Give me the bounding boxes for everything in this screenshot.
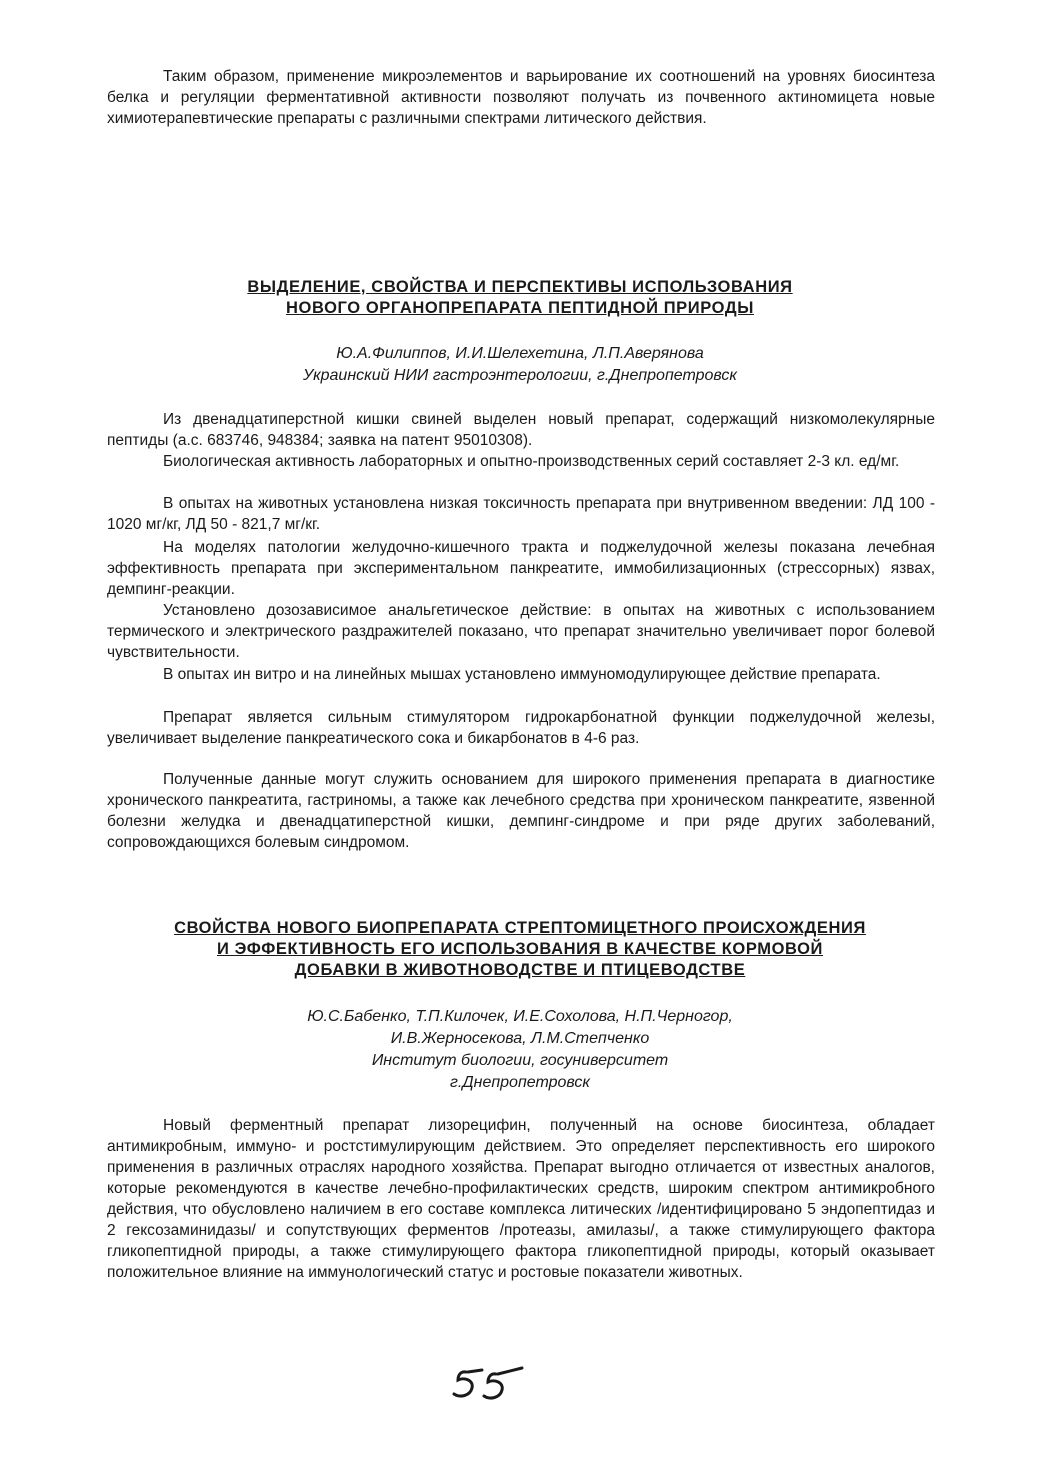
article1-title (120, 277, 920, 319)
article1-paragraph-2: Биологическая активность лабораторных и опытно-производственных серий составляет 2-3 кл. ед/мг. (163, 453, 900, 470)
article1-paragraph-7: Препарат является сильным стимулятором гидрокарбонатной функции поджелудочной железы, увеличивает выделение панкреатического сока и бикарбонатов в 4-6 раз. (107, 709, 935, 747)
article2-title-line3: ДОБАВКИ В ЖИВОТНОВОДСТВЕ И ПТИЦЕВОДСТВЕ (294, 961, 746, 979)
article2-paragraph: Новый ферментный препарат лизорецифин, полученный на основе биосинтеза, обладает антимикробным, иммуно- и ростстимулирующим действием. Это определяет перспективность его широкого применения в различных отраслях народного хозяйства. Препарат выгодно отличается от известных аналогов, которые рекомендуются в качестве лечебно-профилактических средств, широким спектром антимикробного действия, что обусловлено наличием в его составе комплекса литических /идентифицировано 5 эндопептидаз и 2 гексозаминидазы/ и сопутствующих ферментов /протеазы, амилазы/, а также стимулирующего фактора гликопептидной природы, а также стимулирующего фактора гликопептидной природы, который оказывает положительное влияние на иммунологический статус и ростовые показатели животных. (107, 1117, 935, 1281)
article2-title-line1: СВОЙСТВА НОВОГО БИОПРЕПАРАТА СТРЕПТОМИЦЕТНОГО ПРОИСХОЖДЕНИЯ (174, 919, 866, 937)
article2-authors-block (120, 1006, 920, 1094)
article2-affiliation-line1: Институт биологии, госуниверситет (371, 1052, 669, 1069)
article1-paragraph-6: В опытах ин витро и на линейных мышах установлено иммуномодулирующее действие препарата. (163, 666, 881, 683)
article1-paragraph-8: Полученные данные могут служить основанием для широкого применения препарата в диагностике хронического панкреатита, гастриномы, а также как лечебного средства при хроническом панкреатите, язвенной болезни желудка и двенадцатиперстной кишки, демпинг-синдроме и при ряде других заболеваний, сопровождающихся болевым синдромом. (107, 771, 935, 851)
article1-authors-block (120, 343, 920, 387)
page-number-handwritten (452, 1362, 532, 1413)
intro-paragraph: Таким образом, применение микроэлементов и варьирование их соотношений на уровнях биосинтеза белка и регуляции ферментативной активности позволяют получать из почвенного актиномицета новые химиотерапевтические препараты с различными спектрами литического действия. (107, 68, 935, 127)
article2-title-line2: И ЭФФЕКТИВНОСТЬ ЕГО ИСПОЛЬЗОВАНИЯ В КАЧЕСТВЕ КОРМОВОЙ (216, 940, 824, 958)
page-number-55-icon (452, 1362, 532, 1408)
article1-title-line1: ВЫДЕЛЕНИЕ, СВОЙСТВА И ПЕРСПЕКТИВЫ ИСПОЛЬЗОВАНИЯ (247, 278, 793, 296)
article1-title-line2: НОВОГО ОРГАНОПРЕПАРАТА ПЕПТИДНОЙ ПРИРОДЫ (286, 299, 754, 317)
article1-authors: Ю.А.Филиппов, И.И.Шелехетина, Л.П.Аверянова (336, 345, 704, 362)
article1-affiliation: Украинский НИИ гастроэнтерологии, г.Днепропетровск (303, 367, 737, 384)
article2-title (120, 918, 920, 981)
article2-authors-line1: Ю.С.Бабенко, Т.П.Килочек, И.Е.Сохолова, Н.П.Черногор, (307, 1008, 733, 1025)
article1-paragraph-3: В опытах на животных установлена низкая токсичность препарата при внутривенном введении: ЛД 100 - 1020 мг/кг, ЛД 50 - 821,7 мг/кг. (107, 495, 935, 533)
article2-authors-line2: И.В.Жерносекова, Л.М.Степченко (390, 1030, 650, 1047)
article1-paragraph-5: Установлено дозозависимое анальгетическое действие: в опытах на животных с использованием термического и электрического раздражителей показано, что препарат значительно увеличивает порог болевой чувствительности. (107, 602, 935, 661)
article1-paragraph-4: На моделях патологии желудочно-кишечного тракта и поджелудочной железы показана лечебная эффективность препарата при экспериментальном панкреатите, иммобилизационных (стрессорных) язвах, демпинг-реакции. (107, 539, 935, 598)
article1-paragraph-1: Из двенадцатиперстной кишки свиней выделен новый препарат, содержащий низкомолекулярные пептиды (а.с. 683746, 948384; заявка на патент 95010308). (107, 411, 935, 449)
article2-affiliation-line2: г.Днепропетровск (450, 1074, 590, 1091)
